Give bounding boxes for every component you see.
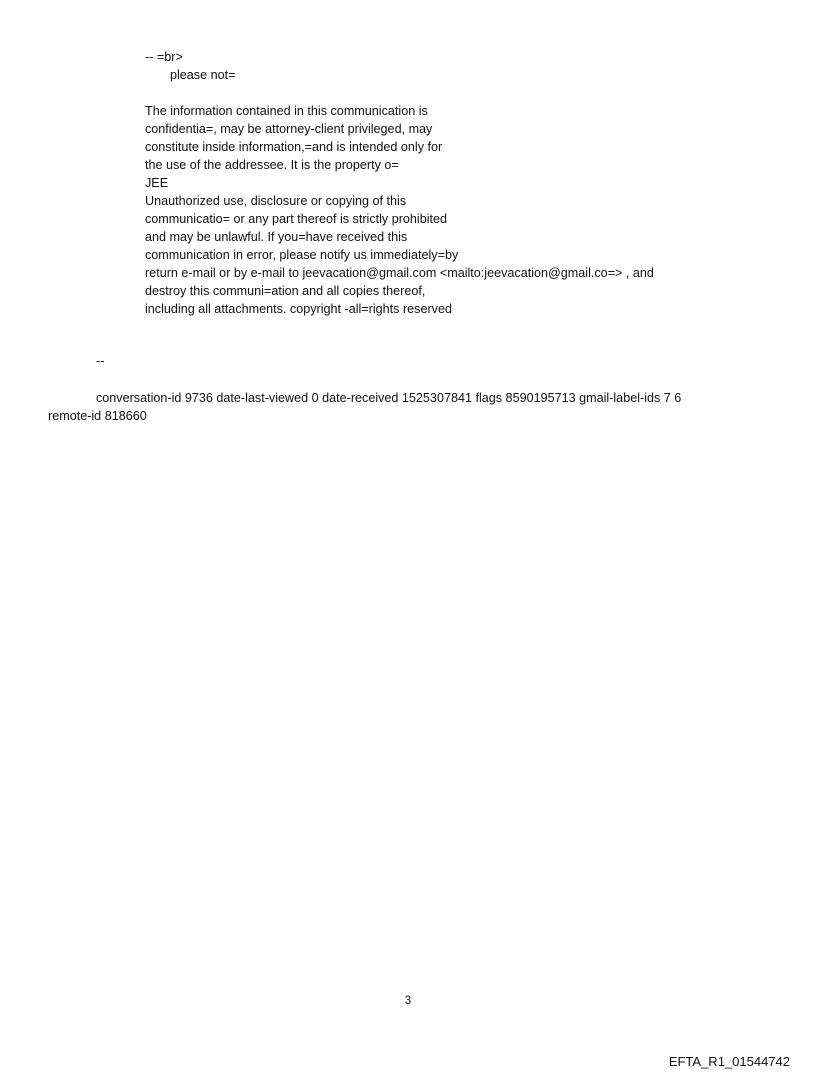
body-line: please not= <box>170 68 236 82</box>
body-line: return e-mail or by e-mail to jeevacation@gmail.com <mailto:jeevacation@gmail.co=> , and <box>145 266 654 280</box>
metadata-line: remote-id 818660 <box>48 409 147 423</box>
body-line: communicatio= or any part thereof is strictly prohibited <box>145 212 448 226</box>
body-line: confidentia=, may be attorney-client privileged, may <box>145 122 433 136</box>
bates-number: EFTA_R1_01544742 <box>668 1054 790 1069</box>
body-line: The information contained in this communication is <box>145 104 428 118</box>
body-line: -- =br> <box>145 50 183 64</box>
body-line: destroy this communi=ation and all copies thereof, <box>145 284 426 298</box>
body-line: including all attachments. copyright -all=rights reserved <box>145 302 452 316</box>
metadata-line: conversation-id 9736 date-last-viewed 0 date-received 1525307841 flags 8590195713 gmail-label-ids 7 6 <box>96 391 682 405</box>
page-number: 3 <box>404 995 412 1007</box>
body-line: communication in error, please notify us immediately=by <box>145 248 459 262</box>
body-line: JEE <box>145 176 169 190</box>
body-line: and may be unlawful. If you=have received this <box>145 230 408 244</box>
body-line: Unauthorized use, disclosure or copying of this <box>145 194 407 208</box>
body-line: the use of the addressee. It is the property o= <box>145 158 399 172</box>
separator: -- <box>96 354 105 368</box>
body-line: constitute inside information,=and is intended only for <box>145 140 443 154</box>
